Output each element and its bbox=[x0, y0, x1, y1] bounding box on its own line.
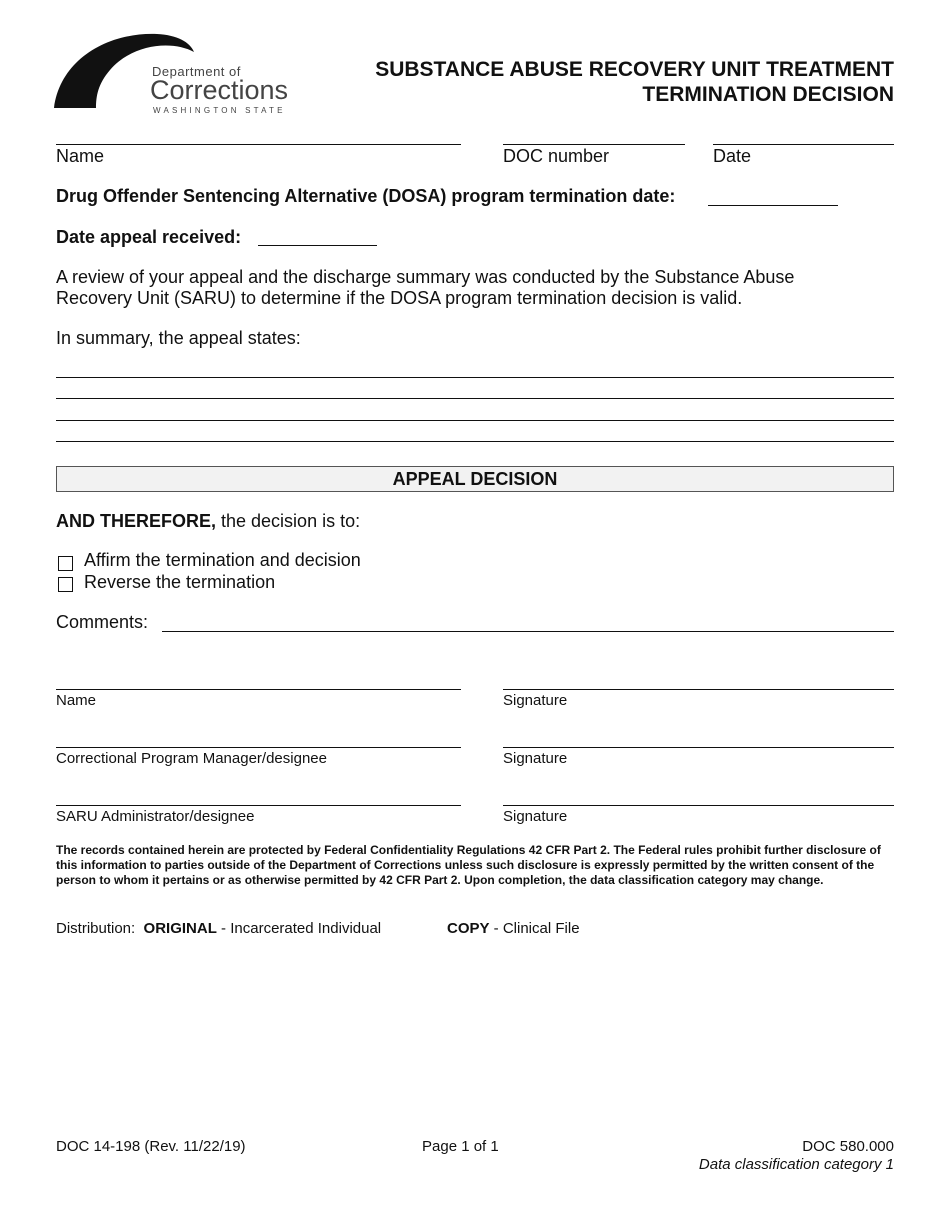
signature-row-1-right-label: Signature bbox=[503, 692, 568, 709]
summary-line-3[interactable] bbox=[56, 420, 894, 421]
form-title-line1: SUBSTANCE ABUSE RECOVERY UNIT TREATMENT bbox=[375, 58, 894, 81]
decision-intro-bold: AND THEREFORE, bbox=[56, 511, 217, 531]
distribution-original-bold: ORIGINAL bbox=[143, 920, 217, 937]
signature-row-3-left-label: SARU Administrator/designee bbox=[56, 808, 255, 825]
decision-intro bbox=[56, 511, 360, 532]
name-field[interactable] bbox=[56, 144, 461, 145]
name-label: Name bbox=[56, 146, 105, 166]
summary-intro: In summary, the appeal states: bbox=[56, 328, 301, 348]
date-appeal-received-label: Date appeal received: bbox=[56, 227, 242, 247]
confidentiality-notice: The records contained herein are protected by Federal Confidentiality Regulations 42 CFR Part 2. The Federal rules prohibit further disclosure of this information to parties outside of the Department of Corrections unless such disclosure is expressly permitted by the written consent of the person to whom it pertains or as otherwise permitted by 42 CFR Part 2. Upon completion, the data classification category may change. bbox=[56, 843, 881, 887]
distribution-copy bbox=[447, 920, 580, 937]
summary-line-1[interactable] bbox=[56, 377, 894, 378]
signature-row-3-left-field[interactable] bbox=[56, 805, 461, 806]
doc-number-label: DOC number bbox=[503, 146, 610, 166]
signature-row-3-right-label: Signature bbox=[503, 808, 568, 825]
logo-dept-text: Department of bbox=[152, 64, 241, 79]
policy-number: DOC 580.000 bbox=[802, 1138, 894, 1155]
signature-row-2-left-field[interactable] bbox=[56, 747, 461, 748]
affirm-checkbox[interactable] bbox=[58, 556, 73, 571]
distribution-original bbox=[56, 920, 381, 937]
logo-state-text: WASHINGTON STATE bbox=[153, 106, 286, 115]
doc-logo bbox=[52, 30, 289, 115]
signature-row-3-right-field[interactable] bbox=[503, 805, 894, 806]
comments-field[interactable] bbox=[162, 631, 894, 632]
distribution-copy-bold: COPY bbox=[447, 920, 490, 937]
distribution-copy-rest: - Clinical File bbox=[489, 920, 580, 937]
dosa-termination-date-label: Drug Offender Sentencing Alternative (DOSA) program termination date: bbox=[56, 186, 676, 206]
comments-label: Comments: bbox=[56, 612, 149, 632]
reverse-checkbox[interactable] bbox=[58, 577, 73, 592]
signature-row-2-right-field[interactable] bbox=[503, 747, 894, 748]
appeal-decision-heading: APPEAL DECISION bbox=[56, 466, 894, 492]
page-number: Page 1 of 1 bbox=[422, 1138, 499, 1155]
review-paragraph bbox=[56, 267, 896, 309]
signature-row-2-left-label: Correctional Program Manager/designee bbox=[56, 750, 327, 767]
signature-row-1-left-label: Name bbox=[56, 692, 97, 709]
decision-intro-rest: the decision is to: bbox=[216, 511, 361, 531]
reverse-label: Reverse the termination bbox=[84, 572, 276, 592]
doc-number-field[interactable] bbox=[503, 144, 685, 145]
summary-line-4[interactable] bbox=[56, 441, 894, 442]
dosa-termination-date-field[interactable] bbox=[708, 205, 838, 206]
logo-name-text: Corrections bbox=[150, 75, 289, 105]
date-appeal-received-field[interactable] bbox=[258, 245, 377, 246]
affirm-label: Affirm the termination and decision bbox=[84, 550, 361, 570]
review-paragraph-line1: A review of your appeal and the discharge summary was conducted by the Substance Abuse bbox=[56, 267, 795, 287]
data-classification: Data classification category 1 bbox=[698, 1156, 894, 1173]
signature-row-1-right-field[interactable] bbox=[503, 689, 894, 690]
form-title bbox=[294, 57, 894, 107]
distribution-original-rest: - Incarcerated Individual bbox=[216, 920, 382, 937]
date-label: Date bbox=[713, 146, 752, 166]
summary-line-2[interactable] bbox=[56, 398, 894, 399]
date-field[interactable] bbox=[713, 144, 894, 145]
form-title-line2: TERMINATION DECISION bbox=[642, 83, 894, 106]
review-paragraph-line2: Recovery Unit (SARU) to determine if the DOSA program termination decision is valid. bbox=[56, 288, 743, 308]
signature-row-2-right-label: Signature bbox=[503, 750, 568, 767]
signature-row-1-left-field[interactable] bbox=[56, 689, 461, 690]
form-number: DOC 14-198 (Rev. 11/22/19) bbox=[56, 1138, 246, 1155]
distribution-label: Distribution: bbox=[56, 920, 136, 937]
